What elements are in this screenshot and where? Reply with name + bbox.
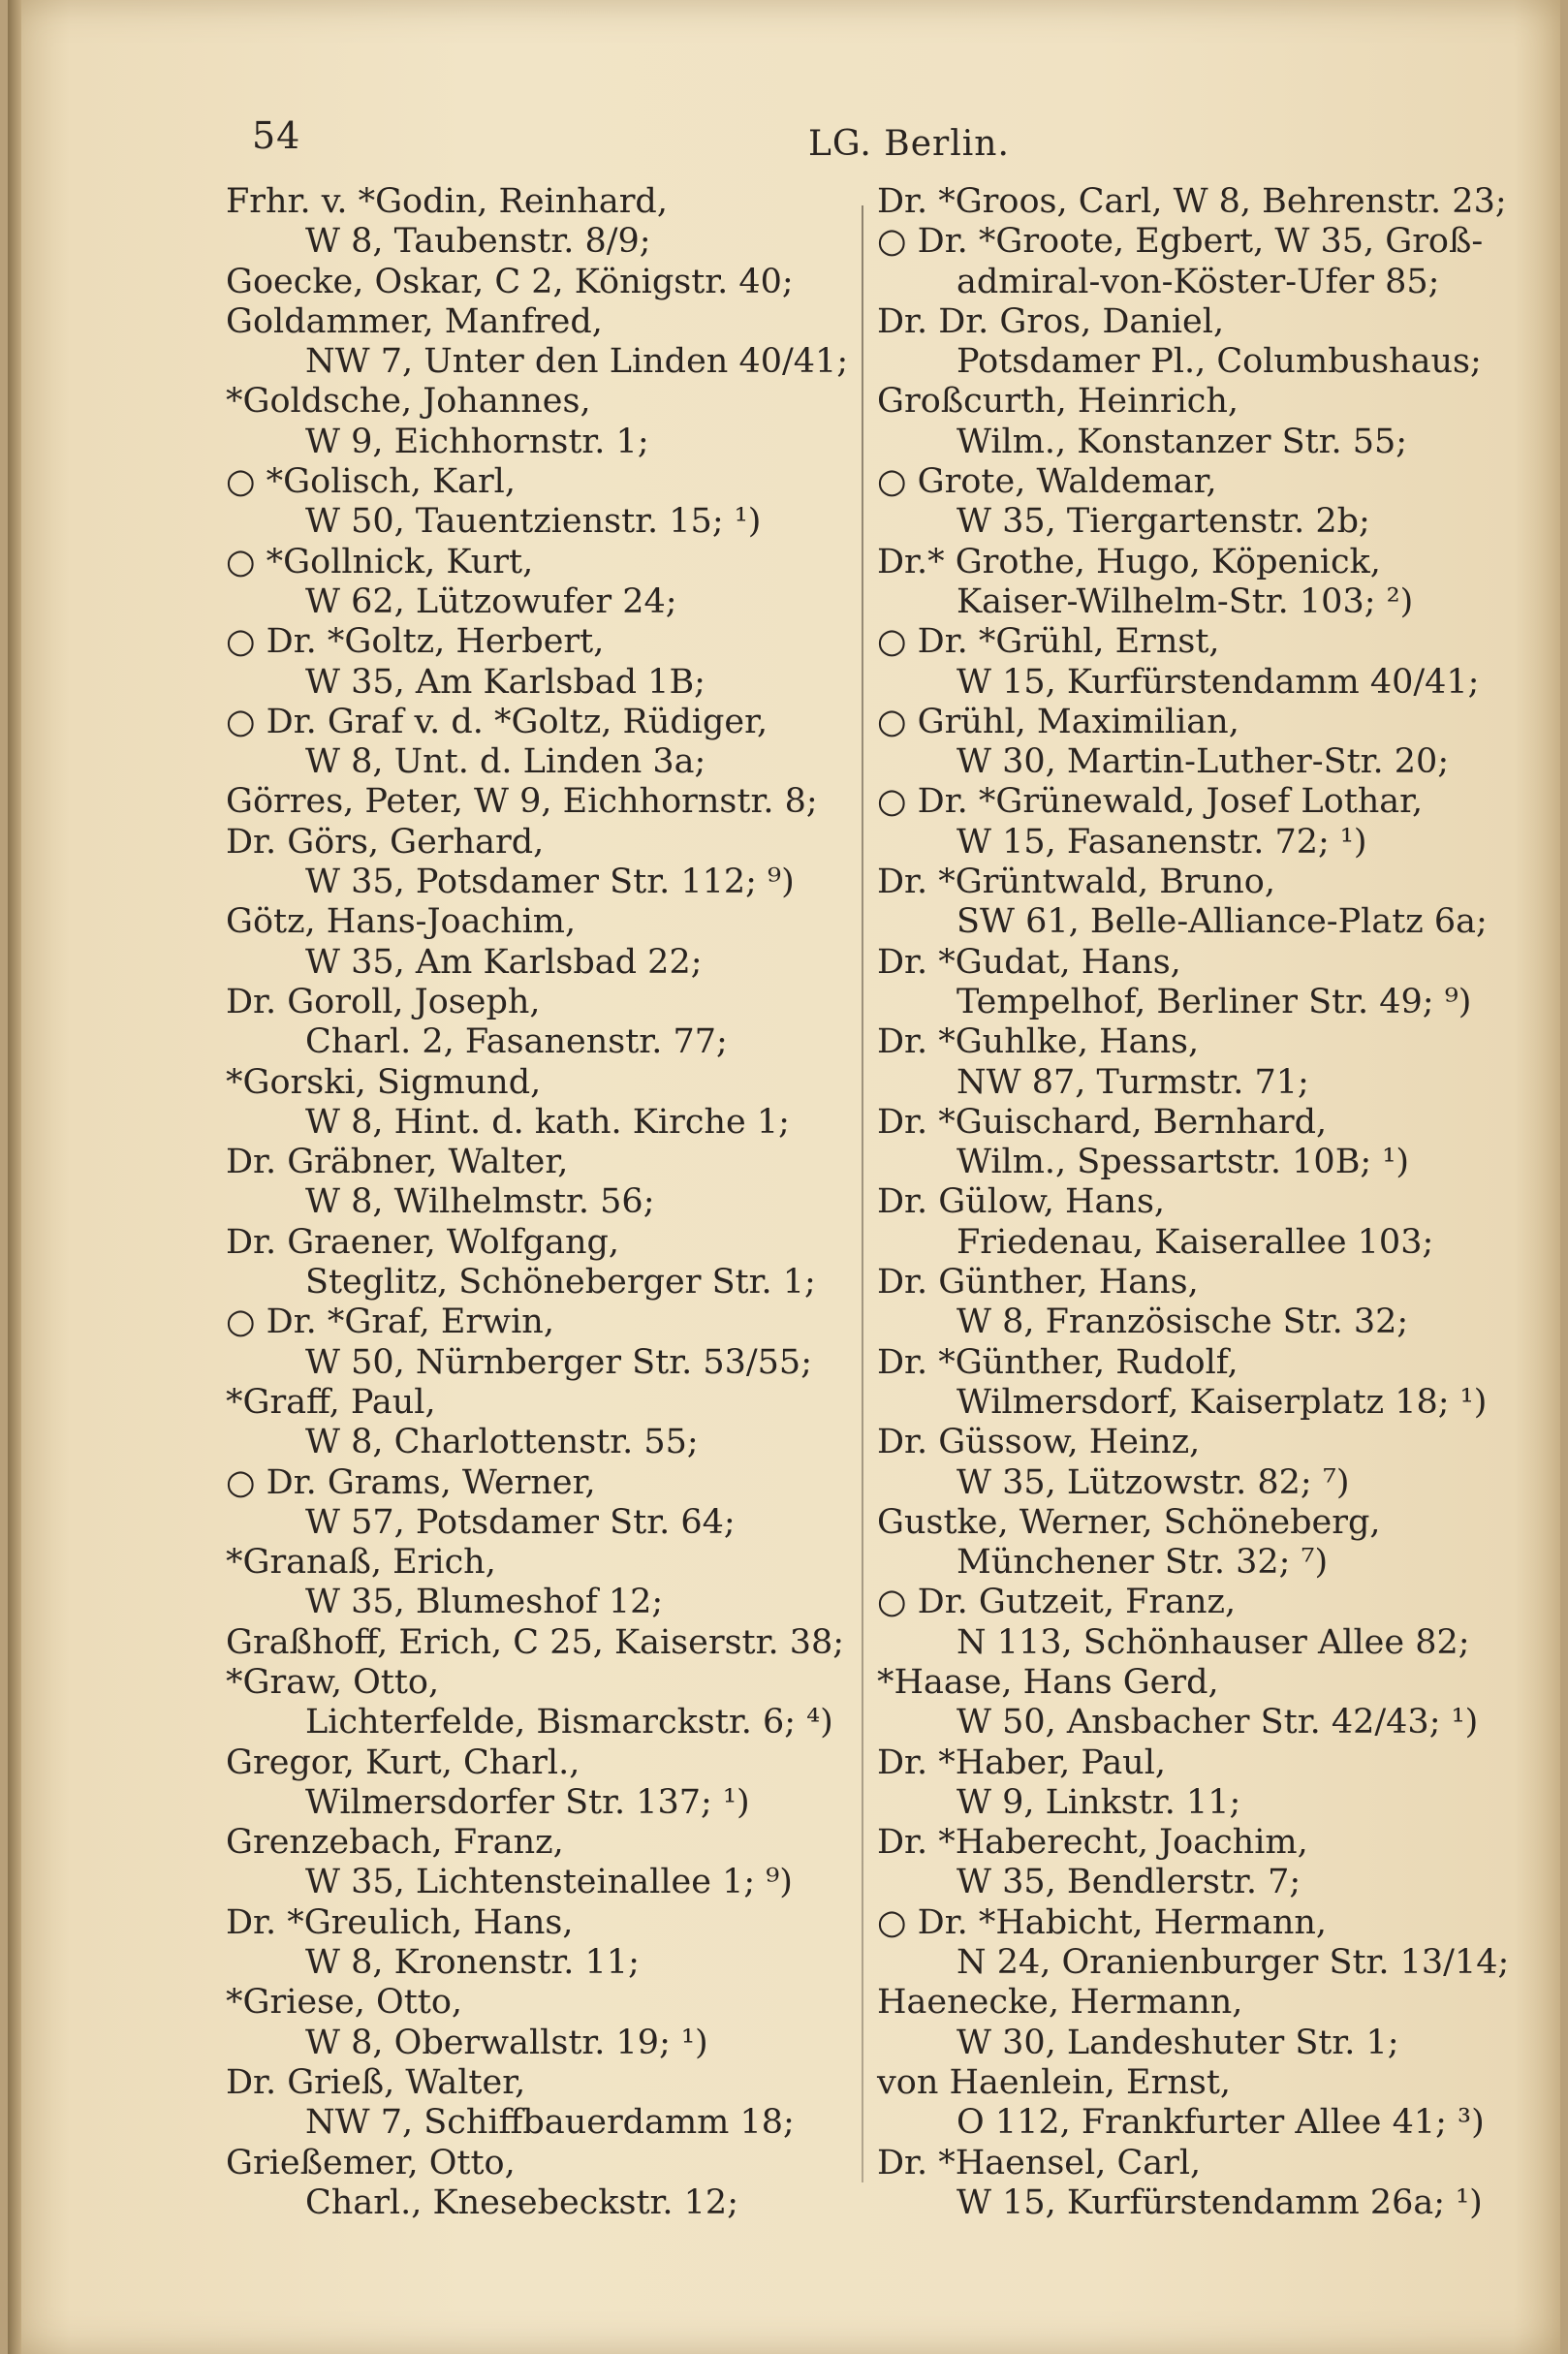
entry-address-line: Münchener Str. 32; ⁷) — [956, 1543, 1329, 1583]
entry-address-line: W 9, Eichhornstr. 1; — [305, 422, 649, 461]
entry-name-line: Gustke, Werner, Schöneberg, — [877, 1502, 1381, 1542]
entry-address-line: NW 87, Turmstr. 71; — [956, 1062, 1309, 1102]
entry-address-line: W 8, Französische Str. 32; — [956, 1303, 1409, 1342]
entry-name-line: Frhr. v. *Godin, Reinhard, — [226, 182, 668, 221]
entry-address-line: Charl., Knesebeckstr. 12; — [305, 2182, 738, 2222]
entry-name-line: ○ Dr. *Groote, Egbert, W 35, Groß- — [877, 222, 1484, 262]
entry-name-line: ○ Dr. Gutzeit, Franz, — [877, 1583, 1237, 1622]
entry-address-line: NW 7, Schiffbauerdamm 18; — [305, 2103, 795, 2143]
entry-address-line: Potsdamer Pl., Columbushaus; — [956, 342, 1482, 382]
entry-address-line: W 30, Martin-Luther-Str. 20; — [956, 742, 1450, 782]
entry-name-line: Dr. Günther, Hans, — [877, 1263, 1199, 1303]
entry-address-line: W 8, Kronenstr. 11; — [305, 1943, 640, 1983]
entry-name-line: von Haenlein, Ernst, — [877, 2062, 1232, 2102]
entry-name-line: *Griese, Otto, — [226, 1983, 463, 2023]
entry-address-line: W 8, Oberwallstr. 19; ¹) — [305, 2023, 708, 2062]
entry-name-line: Dr. Görs, Gerhard, — [226, 822, 545, 862]
entry-name-line: Görres, Peter, W 9, Eichhornstr. 8; — [226, 782, 818, 822]
entry-name-line: Goecke, Oskar, C 2, Königstr. 40; — [226, 262, 794, 301]
entry-address-line: W 30, Landeshuter Str. 1; — [956, 2023, 1399, 2062]
entry-address-line: W 35, Potsdamer Str. 112; ⁹) — [305, 863, 795, 902]
entry-address-line: W 35, Lützowstr. 82; ⁷) — [956, 1462, 1350, 1502]
column-divider — [862, 205, 863, 2182]
entry-name-line: ○ Grühl, Maximilian, — [877, 702, 1239, 741]
entry-address-line: W 8, Taubenstr. 8/9; — [305, 222, 651, 262]
page-number: 54 — [252, 114, 301, 157]
entry-name-line: ○ Dr. *Goltz, Herbert, — [226, 622, 605, 662]
entry-name-line: ○ Dr. *Habicht, Hermann, — [877, 1902, 1328, 1942]
entry-name-line: Dr. *Haberecht, Joachim, — [877, 1823, 1308, 1863]
entry-name-line: *Gorski, Sigmund, — [226, 1062, 542, 1102]
entry-address-line: Lichterfelde, Bismarckstr. 6; ⁴) — [305, 1703, 833, 1742]
entry-address-line: W 62, Lützowufer 24; — [305, 581, 677, 621]
running-head: LG. Berlin. — [808, 124, 1010, 164]
entry-address-line: W 50, Nürnberger Str. 53/55; — [305, 1342, 812, 1382]
entry-address-line: W 35, Lichtensteinallee 1; ⁹) — [305, 1863, 793, 1902]
entry-name-line: *Granaß, Erich, — [226, 1543, 496, 1583]
entry-name-line: Großcurth, Heinrich, — [877, 382, 1239, 422]
entry-name-line: *Goldsche, Johannes, — [226, 382, 591, 422]
page-spine-edge — [8, 0, 21, 2354]
entry-address-line: W 35, Bendlerstr. 7; — [956, 1863, 1301, 1902]
entry-name-line: ○ Dr. *Grünewald, Josef Lothar, — [877, 782, 1424, 822]
entry-address-line: Wilmersdorf, Kaiserplatz 18; ¹) — [956, 1382, 1488, 1422]
entry-name-line: Dr. *Greulich, Hans, — [226, 1902, 574, 1942]
entry-name-line: Dr. *Haber, Paul, — [877, 1742, 1167, 1782]
entry-name-line: ○ Dr. Grams, Werner, — [226, 1462, 596, 1502]
entry-name-line: ○ *Golisch, Karl, — [226, 462, 517, 502]
entry-name-line: *Graw, Otto, — [226, 1662, 440, 1702]
entry-name-line: Dr. Güssow, Heinz, — [877, 1423, 1201, 1462]
entry-address-line: W 9, Linkstr. 11; — [956, 1782, 1241, 1822]
book-page — [8, 0, 1560, 2354]
entry-name-line: Dr. Grieß, Walter, — [226, 2062, 526, 2102]
entry-name-line: Grenzebach, Franz, — [226, 1823, 564, 1863]
entry-address-line: NW 7, Unter den Linden 40/41; — [305, 342, 849, 382]
entry-address-line: W 50, Ansbacher Str. 42/43; ¹) — [956, 1703, 1479, 1742]
entry-address-line: W 35, Blumeshof 12; — [305, 1583, 664, 1622]
entry-address-line: SW 61, Belle-Alliance-Platz 6a; — [956, 902, 1488, 942]
entry-name-line: Dr. *Guischard, Bernhard, — [877, 1102, 1328, 1142]
entry-name-line: *Graff, Paul, — [226, 1382, 436, 1422]
entry-address-line: Steglitz, Schöneberger Str. 1; — [305, 1263, 816, 1303]
entry-name-line: ○ *Gollnick, Kurt, — [226, 542, 534, 581]
entry-name-line: Götz, Hans-Joachim, — [226, 902, 577, 942]
entry-name-line: Gregor, Kurt, Charl., — [226, 1742, 580, 1782]
entry-name-line: Dr. *Groos, Carl, W 8, Behrenstr. 23; — [877, 182, 1507, 221]
entry-address-line: W 15, Kurfürstendamm 40/41; — [956, 662, 1480, 702]
entry-name-line: Graßhoff, Erich, C 25, Kaiserstr. 38; — [226, 1622, 845, 1662]
entry-name-line: Dr. *Günther, Rudolf, — [877, 1342, 1239, 1382]
entry-address-line: Kaiser-Wilhelm-Str. 103; ²) — [956, 581, 1414, 621]
entry-address-line: W 35, Tiergartenstr. 2b; — [956, 502, 1370, 542]
entry-name-line: Dr. Gülow, Hans, — [877, 1182, 1166, 1222]
entry-name-line: Dr. *Gudat, Hans, — [877, 942, 1181, 982]
entry-address-line: N 24, Oranienburger Str. 13/14; — [956, 1943, 1510, 1983]
entry-address-line: Wilm., Konstanzer Str. 55; — [956, 422, 1408, 461]
entry-name-line: ○ Dr. Graf v. d. *Goltz, Rüdiger, — [226, 702, 768, 741]
entry-address-line: W 50, Tauentzienstr. 15; ¹) — [305, 502, 762, 542]
entry-name-line: Dr. Dr. Gros, Daniel, — [877, 301, 1225, 341]
entry-address-line: N 113, Schönhauser Allee 82; — [956, 1622, 1470, 1662]
entry-name-line: Dr. Gräbner, Walter, — [226, 1143, 569, 1182]
entry-name-line: Dr. *Grüntwald, Bruno, — [877, 863, 1275, 902]
entry-name-line: Haenecke, Hermann, — [877, 1983, 1243, 2023]
entry-address-line: W 8, Hint. d. kath. Kirche 1; — [305, 1102, 790, 1142]
left-column — [226, 182, 856, 2223]
entry-name-line: Goldammer, Manfred, — [226, 301, 603, 341]
entry-address-line: W 35, Am Karlsbad 1B; — [305, 662, 706, 702]
entry-address-line: W 8, Charlottenstr. 55; — [305, 1423, 699, 1462]
right-column — [877, 182, 1546, 2223]
entry-name-line: ○ Dr. *Grühl, Ernst, — [877, 622, 1220, 662]
entry-address-line: W 8, Unt. d. Linden 3a; — [305, 742, 706, 782]
entry-name-line: Dr. *Guhlke, Hans, — [877, 1022, 1200, 1062]
entry-address-line: W 15, Fasanenstr. 72; ¹) — [956, 822, 1367, 862]
entry-address-line: Tempelhof, Berliner Str. 49; ⁹) — [956, 982, 1472, 1021]
entry-address-line: O 112, Frankfurter Allee 41; ³) — [956, 2103, 1485, 2143]
entry-address-line: Friedenau, Kaiserallee 103; — [956, 1222, 1434, 1262]
entry-name-line: Grießemer, Otto, — [226, 2143, 516, 2182]
entry-address-line: W 35, Am Karlsbad 22; — [305, 942, 703, 982]
entry-address-line: Charl. 2, Fasanenstr. 77; — [305, 1022, 728, 1062]
entry-name-line: ○ Grote, Waldemar, — [877, 462, 1217, 502]
entry-address-line: W 57, Potsdamer Str. 64; — [305, 1502, 736, 1542]
entry-address-line: Wilmersdorfer Str. 137; ¹) — [305, 1782, 750, 1822]
entry-name-line: Dr. Graener, Wolfgang, — [226, 1222, 620, 1262]
entry-address-line: Wilm., Spessartstr. 10B; ¹) — [956, 1143, 1410, 1182]
entry-name-line: ○ Dr. *Graf, Erwin, — [226, 1303, 554, 1342]
entry-name-line: Dr. *Haensel, Carl, — [877, 2143, 1202, 2182]
entry-address-line: W 8, Wilhelmstr. 56; — [305, 1182, 655, 1222]
entry-name-line: *Haase, Hans Gerd, — [877, 1662, 1219, 1702]
entry-address-line: admiral-von-Köster-Ufer 85; — [956, 262, 1440, 301]
entry-address-line: W 15, Kurfürstendamm 26a; ¹) — [956, 2182, 1483, 2222]
entry-name-line: Dr. Goroll, Joseph, — [226, 982, 541, 1021]
entry-name-line: Dr.* Grothe, Hugo, Köpenick, — [877, 542, 1381, 581]
